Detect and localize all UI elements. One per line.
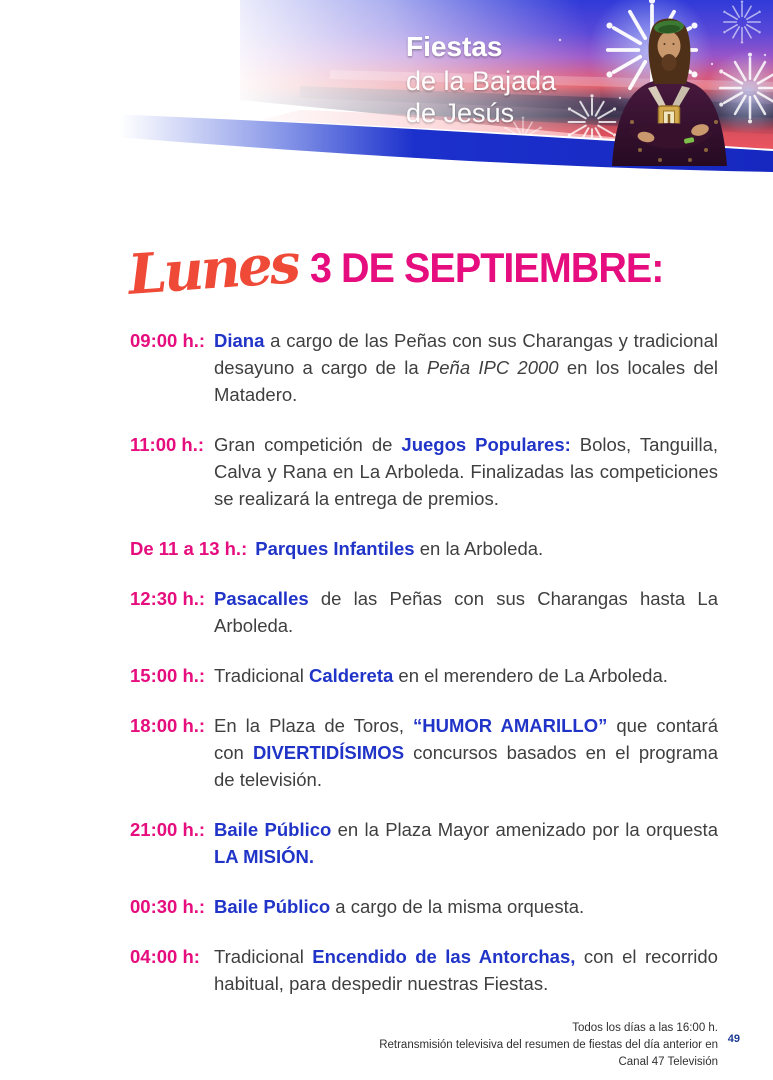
entry-description	[214, 816, 718, 870]
event-name: Pasacalles	[214, 588, 309, 609]
event-name: Juegos Populares:	[401, 434, 571, 455]
banner-title-line1: Fiestas	[406, 31, 503, 62]
footer-line: Todos los días a las 16:00 h.	[572, 1022, 718, 1034]
entry-description	[214, 327, 718, 408]
text-run: con el recorrido habitual, para despedir nuestras Fiestas.	[214, 946, 718, 994]
text-run: de las Peñas con sus Charangas hasta La Arboleda.	[214, 588, 718, 636]
event-name: Baile Público	[214, 896, 331, 917]
text-run: en el merendero de La Arboleda.	[393, 665, 668, 686]
event-name: Parques Infantiles	[255, 538, 415, 559]
entry-time: 12:30 h.:	[130, 588, 206, 609]
text-run: en la Plaza Mayor amenizado por la orquesta	[331, 819, 718, 840]
event-name: Caldereta	[308, 665, 394, 686]
schedule-entry	[130, 893, 718, 920]
footer-line: Canal 47 Televisión	[618, 1056, 718, 1068]
entry-time: 15:00 h.:	[130, 665, 206, 686]
text-run: en la Arboleda.	[414, 538, 544, 559]
schedule-list	[0, 327, 773, 997]
day-heading	[125, 230, 718, 307]
schedule-entry	[130, 535, 718, 562]
event-name: LA MISIÓN.	[214, 846, 315, 867]
event-name: DIVERTIDÍSIMOS	[252, 742, 405, 763]
event-name: Diana	[214, 330, 265, 351]
banner-title-line3: de Jesús	[406, 98, 515, 128]
entry-time: 11:00 h.:	[130, 434, 205, 455]
entry-description	[214, 943, 718, 997]
entry-description	[214, 893, 718, 920]
event-name: “HUMOR AMARILLO”	[413, 715, 608, 736]
text-run: Tradicional	[214, 946, 313, 967]
entry-time: 18:00 h.:	[130, 715, 206, 736]
event-name: Encendido de las Antorchas,	[312, 946, 576, 967]
text-run: a cargo de la misma orquesta.	[330, 896, 585, 917]
event-name: Baile Público	[214, 819, 332, 840]
page-number: 49	[727, 1033, 740, 1045]
entry-description	[214, 585, 718, 639]
entry-description	[214, 431, 718, 512]
footer-line: Retransmisión televisiva del resumen de fiestas del día anterior en	[379, 1039, 718, 1051]
text-run: concursos basados en el programa de televisión.	[214, 742, 718, 790]
entry-description	[255, 535, 718, 562]
text-run: en los locales del Matadero.	[214, 357, 719, 405]
text-run: En la Plaza de Toros,	[214, 715, 414, 736]
schedule-entry	[130, 943, 718, 997]
banner-title-line2: de la Bajada	[406, 66, 557, 96]
entry-time: 00:30 h.:	[130, 896, 206, 917]
text-run: Bolos, Tanguilla, Calva y Rana en La Arboleda. Finalizadas las competiciones se realizará la entrega de premios.	[214, 434, 719, 509]
entry-description	[214, 662, 718, 689]
text-run: a cargo de las Peñas con sus Charangas y tradicional desayuno a cargo de la	[214, 330, 718, 378]
schedule-entry	[130, 431, 718, 512]
entry-time: 21:00 h.:	[130, 819, 206, 840]
schedule-entry	[130, 662, 718, 689]
festival-banner	[0, 0, 773, 172]
day-name-script: Lunes	[125, 230, 300, 307]
entry-time: De 11 a 13 h.:	[130, 538, 248, 559]
text-run: que contará con	[214, 715, 718, 763]
entry-time: 04:00 h:	[130, 946, 200, 967]
text-run: Gran competición de	[214, 434, 402, 455]
banner-artwork	[0, 0, 773, 172]
text-run: Peña IPC 2000	[426, 357, 559, 378]
schedule-entry	[130, 712, 718, 793]
schedule-entry	[130, 327, 718, 408]
entry-time: 09:00 h.:	[130, 330, 206, 351]
schedule-entry	[130, 585, 718, 639]
footer-note	[130, 1020, 718, 1071]
text-run: Tradicional	[214, 665, 309, 686]
entry-description	[214, 712, 718, 793]
schedule-entry	[130, 816, 718, 870]
date-title: 3 DE SEPTIEMBRE:	[309, 244, 664, 291]
